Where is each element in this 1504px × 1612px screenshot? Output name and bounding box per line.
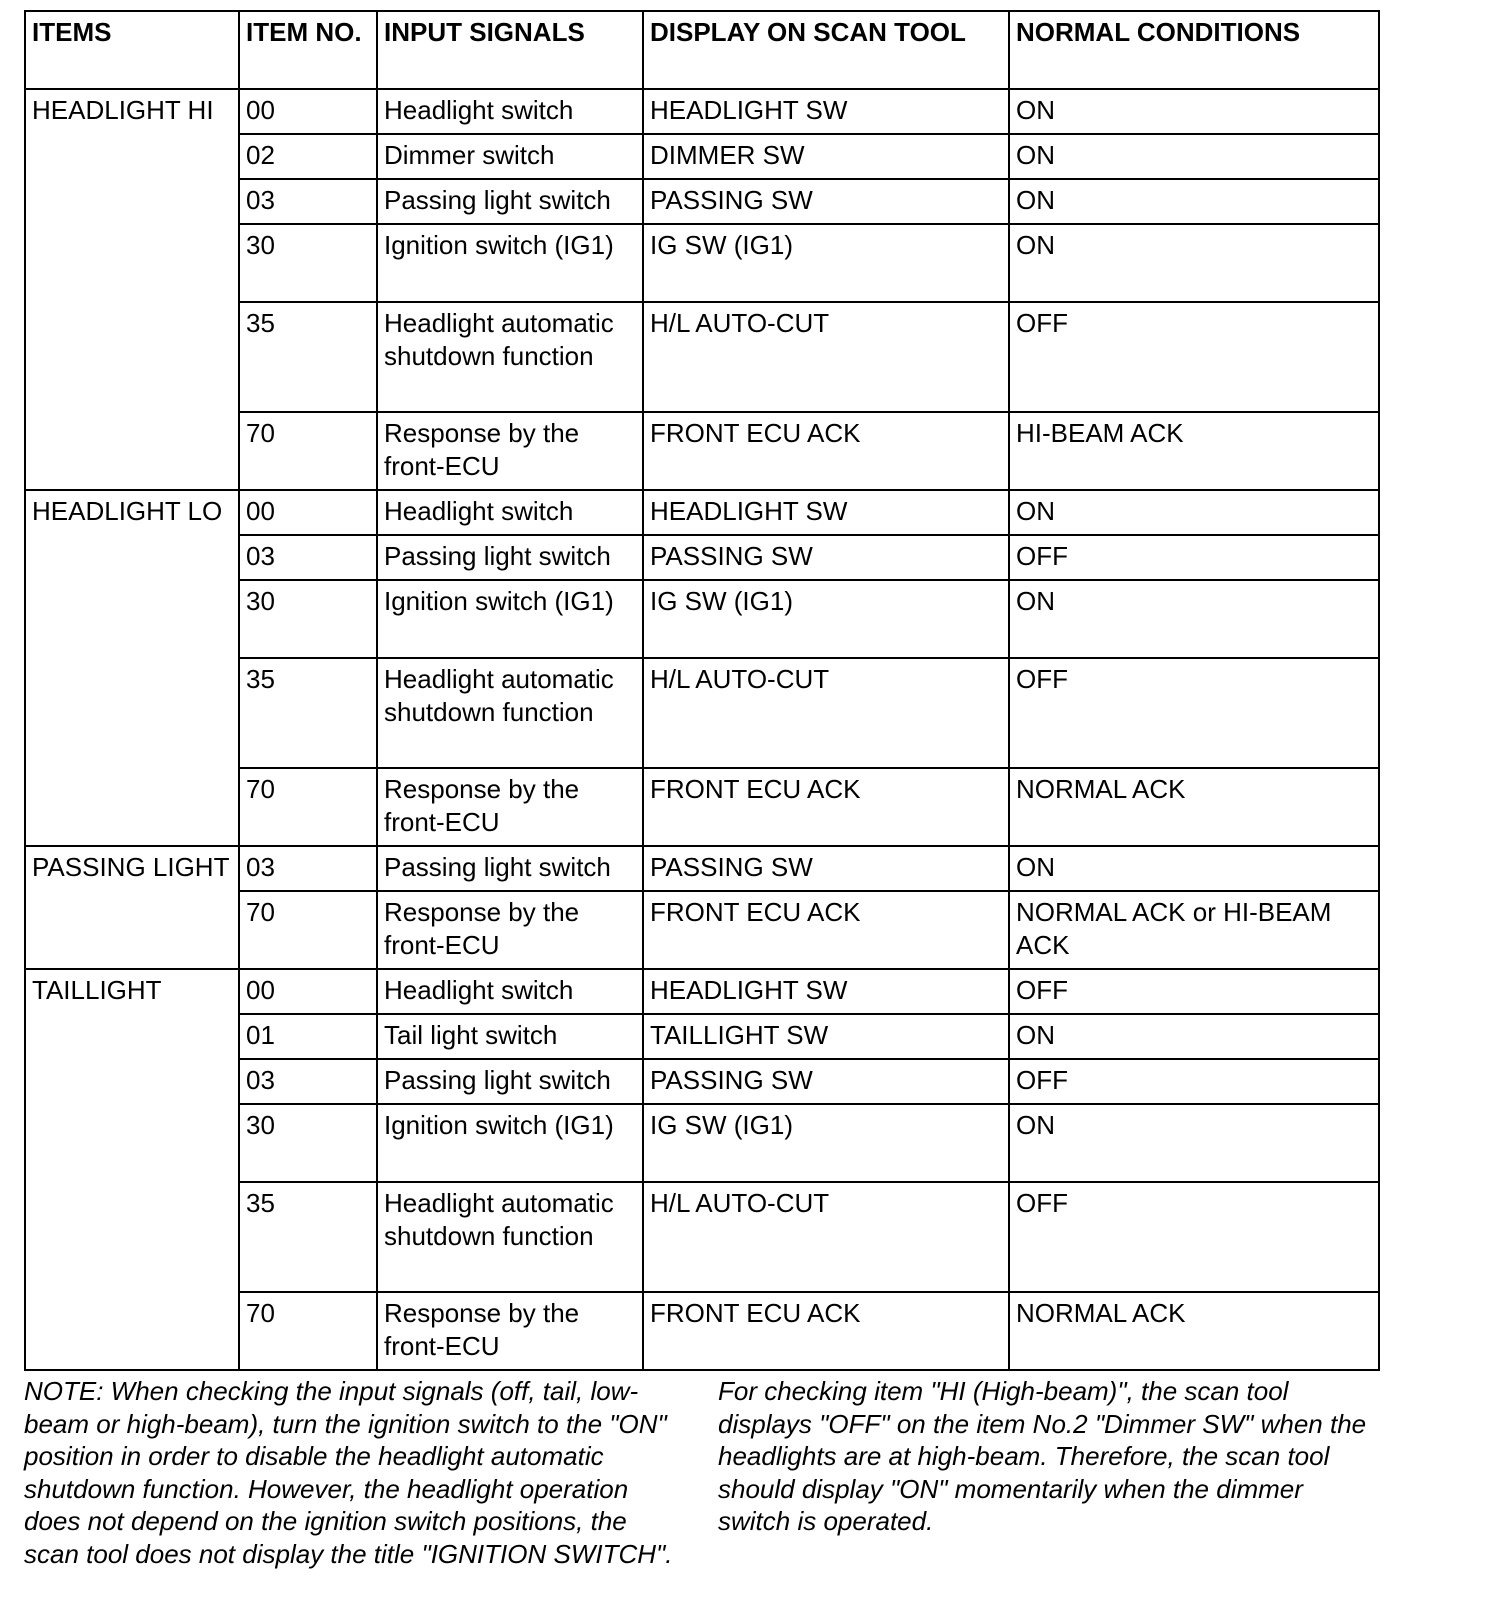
normal-condition-cell: ON [1009,490,1379,535]
item-group-cell: HEADLIGHT LO [25,490,239,846]
item-no-cell: 70 [239,412,377,490]
header-item-no: ITEM NO. [239,11,377,89]
table-header-row [25,11,1379,89]
item-no-cell: 70 [239,1292,377,1370]
scan-display-cell: FRONT ECU ACK [643,412,1009,490]
input-signal-cell: Response by the front-ECU [377,1292,643,1370]
scan-display-cell: PASSING SW [643,535,1009,580]
scan-display-cell: IG SW (IG1) [643,224,1009,302]
input-signal-cell: Passing light switch [377,535,643,580]
input-signal-cell: Passing light switch [377,846,643,891]
item-no-cell: 01 [239,1014,377,1059]
input-signal-cell: Ignition switch (IG1) [377,1104,643,1182]
header-items: ITEMS [25,11,239,89]
scan-display-cell: IG SW (IG1) [643,580,1009,658]
note-dimmer-switch: For checking item "HI (High-beam)", the scan tool displays "OFF" on the item No.2 "Dimmer SW" when the headlights are at high-beam. Therefore, the scan tool should display "ON" momentarily when the dimmer switch is operated. [718,1376,1367,1536]
input-signal-cell: Headlight automatic shutdown function [377,658,643,768]
item-no-cell: 70 [239,768,377,846]
normal-condition-cell: NORMAL ACK [1009,768,1379,846]
scan-display-cell: PASSING SW [643,179,1009,224]
item-no-cell: 00 [239,969,377,1014]
input-signal-cell: Response by the front-ECU [377,768,643,846]
scan-display-cell: H/L AUTO-CUT [643,658,1009,768]
scan-display-cell: HEADLIGHT SW [643,89,1009,134]
scan-display-cell: PASSING SW [643,1059,1009,1104]
input-signal-cell: Ignition switch (IG1) [377,580,643,658]
normal-condition-cell: ON [1009,179,1379,224]
normal-condition-cell: HI-BEAM ACK [1009,412,1379,490]
input-signal-cell: Response by the front-ECU [377,891,643,969]
input-signal-cell: Headlight automatic shutdown function [377,302,643,412]
scan-display-cell: H/L AUTO-CUT [643,1182,1009,1292]
header-input-signals: INPUT SIGNALS [377,11,643,89]
input-signal-cell: Response by the front-ECU [377,412,643,490]
item-no-cell: 70 [239,891,377,969]
scan-display-cell: IG SW (IG1) [643,1104,1009,1182]
scan-display-cell: TAILLIGHT SW [643,1014,1009,1059]
table-row [25,846,1379,891]
normal-condition-cell: OFF [1009,658,1379,768]
signal-check-table [24,10,1380,1371]
header-normal-conditions: NORMAL CONDITIONS [1009,11,1379,89]
item-no-cell: 00 [239,89,377,134]
scan-display-cell: HEADLIGHT SW [643,969,1009,1014]
scan-display-cell: H/L AUTO-CUT [643,302,1009,412]
normal-condition-cell: OFF [1009,1182,1379,1292]
normal-condition-cell: OFF [1009,302,1379,412]
normal-condition-cell: ON [1009,224,1379,302]
normal-condition-cell: ON [1009,1014,1379,1059]
normal-condition-cell: OFF [1009,535,1379,580]
input-signal-cell: Dimmer switch [377,134,643,179]
scan-display-cell: HEADLIGHT SW [643,490,1009,535]
item-no-cell: 30 [239,224,377,302]
item-no-cell: 03 [239,535,377,580]
item-no-cell: 03 [239,1059,377,1104]
scan-display-cell: PASSING SW [643,846,1009,891]
normal-condition-cell: ON [1009,89,1379,134]
item-no-cell: 03 [239,179,377,224]
normal-condition-cell: OFF [1009,1059,1379,1104]
input-signal-cell: Tail light switch [377,1014,643,1059]
notes-section [24,1375,1378,1570]
item-no-cell: 30 [239,1104,377,1182]
item-no-cell: 35 [239,658,377,768]
input-signal-cell: Ignition switch (IG1) [377,224,643,302]
normal-condition-cell: OFF [1009,969,1379,1014]
normal-condition-cell: ON [1009,134,1379,179]
normal-condition-cell: NORMAL ACK [1009,1292,1379,1370]
item-no-cell: 35 [239,1182,377,1292]
table-row [25,89,1379,134]
table-row [25,969,1379,1014]
input-signal-cell: Headlight switch [377,969,643,1014]
item-group-cell: TAILLIGHT [25,969,239,1370]
input-signal-cell: Headlight automatic shutdown function [377,1182,643,1292]
item-no-cell: 30 [239,580,377,658]
scan-display-cell: FRONT ECU ACK [643,768,1009,846]
item-group-cell: PASSING LIGHT [25,846,239,969]
input-signal-cell: Headlight switch [377,89,643,134]
scan-display-cell: DIMMER SW [643,134,1009,179]
normal-condition-cell: ON [1009,1104,1379,1182]
item-no-cell: 00 [239,490,377,535]
normal-condition-cell: NORMAL ACK or HI-BEAM ACK [1009,891,1379,969]
table-row [25,490,1379,535]
input-signal-cell: Passing light switch [377,179,643,224]
normal-condition-cell: ON [1009,580,1379,658]
note-ignition-switch: NOTE: When checking the input signals (off, tail, low-beam or high-beam), turn the ignition switch to the "ON" position in order to disable the headlight automatic shutdown function. However, the headlight operation does not depend on the ignition switch positions, the scan tool does not display the title "IGNITION SWITCH". [24,1376,673,1569]
item-group-cell: HEADLIGHT HI [25,89,239,490]
normal-condition-cell: ON [1009,846,1379,891]
item-no-cell: 03 [239,846,377,891]
item-no-cell: 02 [239,134,377,179]
table-body [25,89,1379,1370]
scan-display-cell: FRONT ECU ACK [643,891,1009,969]
input-signal-cell: Passing light switch [377,1059,643,1104]
item-no-cell: 35 [239,302,377,412]
input-signal-cell: Headlight switch [377,490,643,535]
scan-display-cell: FRONT ECU ACK [643,1292,1009,1370]
header-display-on-scan-tool: DISPLAY ON SCAN TOOL [643,11,1009,89]
